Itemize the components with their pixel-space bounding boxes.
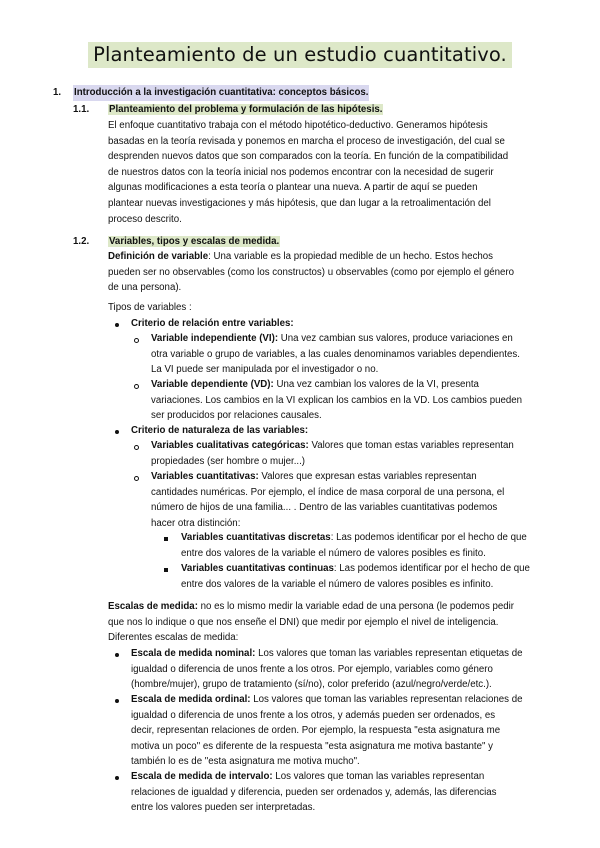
section-1-1-paragraph: El enfoque cuantitativo trabaja con el método hipotético-deductivo. Generamos hipótesis basadas en la teoría revisada y ponemos en marcha el proceso de investigación, del cual se desprenden nuevos datos que son comparados con la teoría. En función de la compatibilidad de nuestros datos con la teoría inicial nos podemos encontrar con la necesidad de sugerir algunas modificaciones a esta teoría o plantear una nueva. A partir de aquí se pueden plantear nuevas investigaciones y más hipótesis, que dan lugar a la retroalimentación del proceso descrito. (108, 120, 509, 225)
bullet-circle-icon (134, 476, 139, 481)
escala-nominal: Escala de medida nominal: Los valores que toman las variables representan etiquetas de igualdad o diferencia de unos frente a los otros. Por ejemplo, variables como género (hombre/mujer), grupo de tratamiento (sí/no), color preferido (azul/negro/verde/etc.). (131, 648, 523, 691)
variable-definition: Definición de variable: Una variable es la propiedad medible de un hecho. Estos hechos pueden ser no observables (como los constructos) u observables (como por ejemplo el género de una persona). (108, 251, 515, 294)
tipos-label: Tipos de variables : (108, 302, 192, 313)
bullet-dot-icon (115, 776, 119, 780)
section-1-2-number: 1.2. (73, 236, 90, 247)
escala-intervalo: Escala de medida de intervalo: Los valores que toman las variables representan relaciones de igualdad y diferencia, pueden ser ordenados y, además, las diferencias entre los valores pueden ser interpretadas. (131, 771, 497, 814)
bullet-dot-icon (115, 699, 119, 703)
section-1-1-heading: Planteamiento del problema y formulación de las hipótesis. (109, 104, 383, 115)
criterio-relacion: Criterio de relación entre variables: (131, 318, 294, 329)
bullet-dot-icon (115, 323, 119, 327)
title-container (0, 42, 600, 68)
variables-cualitativas: Variables cualitativas categóricas: Valores que toman estas variables representan propiedades (ser hombre o mujer...) (151, 440, 514, 467)
escalas-intro: Escalas de medida: no es lo mismo medir la variable edad de una persona (le podemos pedir que nos lo indique o que nos enseñe el DNI) que medir por ejemplo el nivel de inteligencia. Diferentes escalas de medida: (108, 601, 515, 644)
bullet-dot-icon (115, 653, 119, 657)
cuantitativas-discretas: Variables cuantitativas discretas: Las podemos identificar por el hecho de que entre dos valores de la variable el número de valores posibles es finito. (181, 532, 527, 559)
variable-independiente: Variable independiente (VI): Una vez cambian sus valores, produce variaciones en otra variable o grupo de variables, a las cuales denominamos variables dependientes. La VI puede ser manipulada por el investigador o no. (151, 333, 520, 376)
bullet-square-icon (164, 537, 168, 541)
bullet-circle-icon (134, 445, 139, 450)
bullet-circle-icon (134, 338, 139, 343)
bullet-dot-icon (115, 430, 119, 434)
variable-dependiente: Variable dependiente (VD): Una vez cambian los valores de la VI, presenta variaciones. Los cambios en la VI explican los cambios en la VD. Los cambios pueden ser producidos por relaciones causales. (151, 379, 523, 422)
cuantitativas-continuas: Variables cuantitativas continuas: Las podemos identificar por el hecho de que entre dos valores de la variable el número de valores posibles es infinito. (181, 563, 530, 590)
escala-ordinal: Escala de medida ordinal: Los valores que toman las variables representan relaciones de igualdad o diferencia de unos frente a los otros, y además pueden ser ordenados, es decir, representan relaciones de orden. Por ejemplo, la respuesta "esta asignatura me motiva un poco" es diferente de la respuesta "esta asignatura me motiva bastante" y también lo es de "esta asignatura me motiva mucho". (131, 694, 523, 768)
page-title: Planteamiento de un estudio cuantitativo. (88, 42, 512, 68)
bullet-square-icon (164, 568, 168, 572)
variables-cuantitativas: Variables cuantitativas: Valores que expresan estas variables representan cantidades numéricas. Por ejemplo, el índice de masa corporal de una persona, el número de hijos de una familia... . Dentro de las variables cuantitativas podemos hacer otra distinción: (151, 471, 505, 529)
section-1-2-heading: Variables, tipos y escalas de medida. (109, 236, 280, 247)
section-1-heading: Introducción a la investigación cuantitativa: conceptos básicos. (73, 85, 369, 101)
section-1-number: 1. (53, 87, 62, 98)
criterio-naturaleza: Criterio de naturaleza de las variables: (131, 425, 309, 436)
section-1-1-number: 1.1. (73, 104, 90, 115)
bullet-circle-icon (134, 384, 139, 389)
